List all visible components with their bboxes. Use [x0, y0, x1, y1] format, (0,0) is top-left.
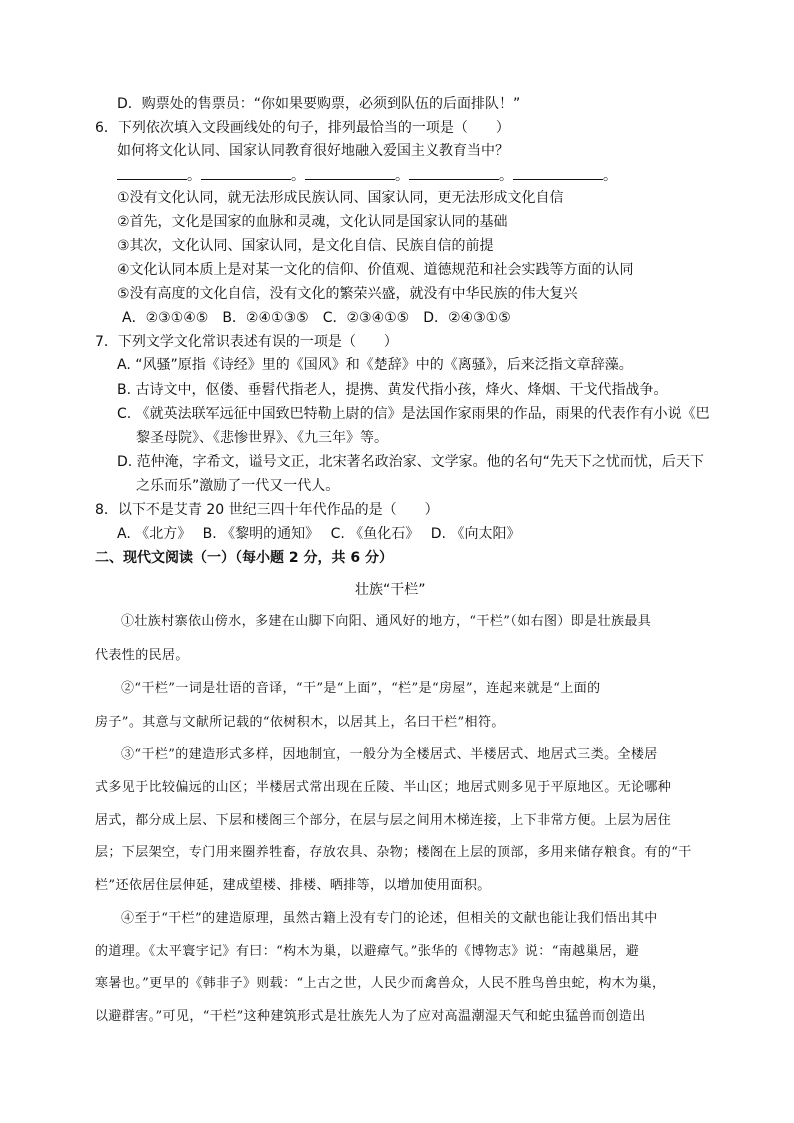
q6-stem: 6．下列依次填入文段画线处的句子，排列最恰当的一项是（ ） — [95, 120, 510, 136]
q7-line: C. 《就英法联军远征中国致巴特勒上尉的信》是法国作家雨果的作品，雨果的代表作有小说《巴 — [117, 406, 710, 422]
passage-line: 代表性的民居。 — [95, 648, 189, 663]
passage-line: ②“干栏”一词是壮语的音译，“干”是“上面”，“栏”是“房屋”，连起来就是“上面的 — [121, 681, 601, 696]
q6-blank-2 — [201, 165, 291, 180]
passage-line: 栏”还依居住层伸延，建成望楼、排楼、晒排等，以增加使用面积。 — [95, 878, 491, 893]
q6-blanks-row — [117, 165, 617, 186]
section-heading: 二、现代文阅读（一）（每小题 2 分，共 6 分） — [95, 550, 393, 566]
q6-item: ⑤没有高度的文化自信，没有文化的繁荣兴盛，就没有中华民族的伟大复兴 — [117, 286, 578, 302]
passage-line: 房子”。其意与文献所记载的“依树积木，以居其上，名曰干栏”相符。 — [95, 715, 505, 730]
q6-item: ④文化认同本质上是对某一文化的信仰、价值观、道德规范和社会实践等方面的认同 — [117, 262, 634, 278]
q7-line: A. “风骚”原指《诗经》里的《国风》和《楚辞》中的《离骚》，后来泛指文章辞藻。 — [117, 357, 633, 373]
q7-stem: 7．下列文学文化常识表述有误的一项是（ ） — [95, 334, 398, 350]
q6-blank-sep: 。 — [187, 168, 201, 184]
q5-option-d: D．购票处的售票员：“你如果要购票，必须到队伍的后面排队！” — [117, 96, 521, 112]
q6-blank-sep: 。 — [291, 168, 305, 184]
passage-line: ④至于“干栏”的建造原理，虽然古籍上没有专门的论述，但相关的文献也能让我们悟出其中 — [121, 911, 658, 926]
q7-line: D. 范仲淹，字希文，谥号文正，北宋著名政治家、文学家。他的名句“先天下之忧而忧，后天下 — [117, 454, 704, 470]
q6-item: ①没有文化认同，就无法形成民族认同、国家认同，更无法形成文化自信 — [117, 190, 564, 206]
q6-blank-5 — [513, 165, 603, 180]
q6-blank-3 — [305, 165, 395, 180]
passage-line: 的道理。《太平寰宇记》有曰：“构木为巢，以避瘴气。”张华的《博物志》说：“南越巢居，避 — [95, 944, 640, 959]
q6-options: A．②③①④⑤ B．②④①③⑤ C．②③④①⑤ D．②④③①⑤ — [122, 310, 511, 326]
passage-line: ③“干栏”的建造形式多样，因地制宜，一般分为全楼居式、半楼居式、地居式三类。全楼居 — [121, 747, 658, 762]
passage-line: ①壮族村寨依山傍水，多建在山脚下向阳、通风好的地方，“干栏”（如右图）即是壮族最具 — [121, 614, 652, 629]
passage-title: 壮族“干栏” — [355, 582, 426, 598]
q7-line: 之乐而乐”激励了一代又一代人。 — [136, 478, 340, 494]
q6-blank-1 — [117, 165, 187, 180]
q7-line: 黎圣母院》、《悲惨世界》、《九三年》等。 — [136, 430, 388, 446]
q6-item: ②首先，文化是国家的血脉和灵魂，文化认同是国家认同的基础 — [117, 214, 508, 230]
q8-stem: 8．以下不是艾青 20 世纪三四十年代作品的是（ ） — [95, 502, 439, 518]
q7-line: B. 古诗文中，伛偻、垂髫代指老人，提携、黄发代指小孩，烽火、烽烟、干戈代指战争。 — [117, 382, 668, 398]
passage-line: 居式，都分成上层、下层和楼阁三个部分，在层与层之间用木梯连接，上下非常方便。上层为居住 — [95, 813, 672, 828]
q6-blank-4 — [409, 165, 499, 180]
q8-options: A. 《北方》 B. 《黎明的通知》 C. 《鱼化石》 D. 《向太阳》 — [117, 526, 521, 542]
passage-line: 以避群害。”可见，“干栏”这种建筑形式是壮族先人为了应对高温潮湿天气和蛇虫猛兽而创造出 — [95, 1009, 646, 1024]
q6-item: ③其次，文化认同、国家认同，是文化自信、民族自信的前提 — [117, 238, 494, 254]
passage-line: 层；下层架空，专门用来圈养牲畜，存放农具、杂物；楼阁在上层的顶部，多用来储存粮食。有的“干 — [95, 845, 692, 860]
q6-blank-sep: 。 — [499, 168, 513, 184]
q6-blank-sep: 。 — [395, 168, 409, 184]
q6-blank-sep: 。 — [603, 168, 617, 184]
q6-prompt: 如何将文化认同、国家认同教育很好地融入爱国主义教育当中？ — [117, 143, 509, 159]
passage-line: 式多见于比较偏远的山区；半楼居式常出现在丘陵、半山区；地居式则多见于平原地区。无论哪种 — [95, 780, 672, 795]
passage-line: 寒暑也。”更早的《韩非子》则载：“上古之世，人民少而禽兽众，人民不胜鸟兽虫蛇，构木为巢， — [95, 976, 666, 991]
